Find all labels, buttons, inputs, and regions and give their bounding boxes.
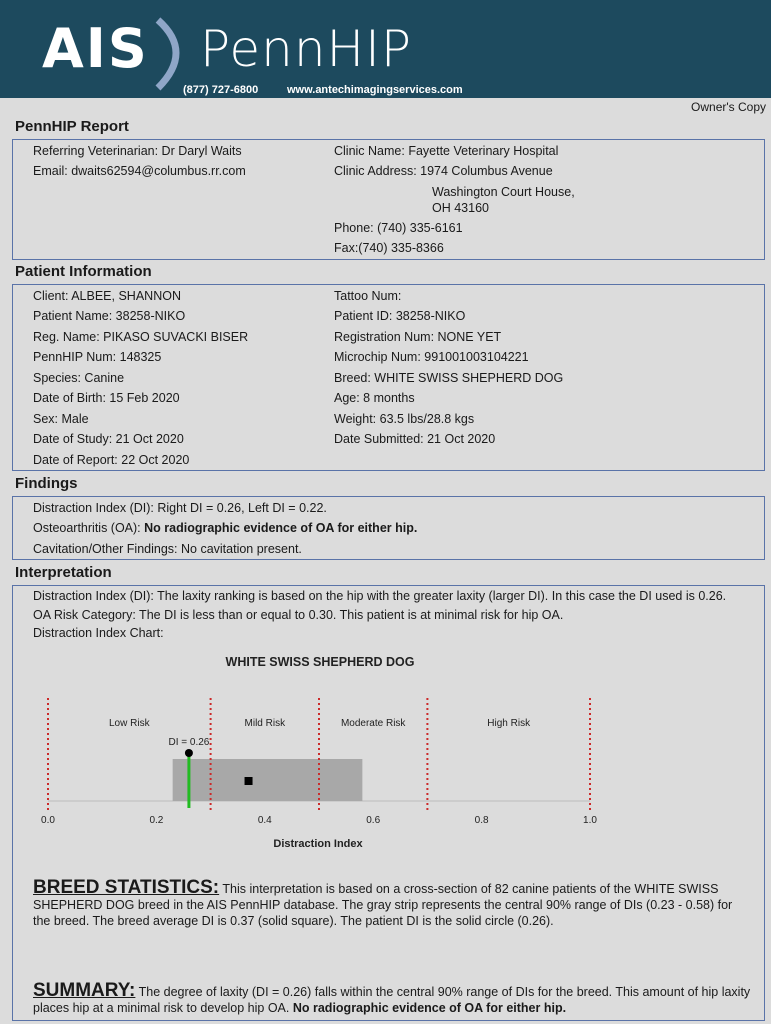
risk-zone-label-1: Mild Risk xyxy=(244,718,286,729)
date-of-report: Date of Report: 22 Oct 2020 xyxy=(33,453,190,467)
logo-arc-icon xyxy=(150,14,200,94)
patient-box xyxy=(12,284,765,471)
summary-bold-text: No radiographic evidence of OA for either hip. xyxy=(292,1001,567,1015)
clinic-state: OH 43160 xyxy=(432,201,489,215)
clinic-name: Clinic Name: Fayette Veterinary Hospital xyxy=(334,144,559,158)
registration-num: Registration Num: NONE YET xyxy=(334,330,502,344)
logo-ais: AIS xyxy=(42,17,149,80)
findings-oa xyxy=(33,521,417,535)
x-tick-label-3: 0.6 xyxy=(366,815,381,826)
risk-zone-label-0: Low Risk xyxy=(109,718,150,729)
client: Client: ALBEE, SHANNON xyxy=(33,289,181,303)
x-tick-label-2: 0.4 xyxy=(257,815,272,826)
pennhip-num: PennHIP Num: 148325 xyxy=(33,350,162,364)
risk-zone-label-2: Moderate Risk xyxy=(340,718,406,729)
species: Species: Canine xyxy=(33,371,125,385)
risk-zone-label-3: High Risk xyxy=(487,718,531,729)
x-tick-label-4: 0.8 xyxy=(474,815,489,826)
microchip-num: Microchip Num: 991001003104221 xyxy=(334,350,529,364)
interp-line1: Distraction Index (DI): The laxity ranking is based on the hip with the greater laxity (larger DI). In this case the DI used is 0.26. xyxy=(33,589,727,603)
summary-text: The degree of laxity (DI = 0.26) falls within the central 90% range of DIs for the breed. This amount of hip laxity places hip at a minimal risk to develop hip OA. xyxy=(33,985,751,1015)
interp-line2: OA Risk Category: The DI is less than or equal to 0.30. This patient is at minimal risk for hip OA. xyxy=(33,608,564,622)
summary-heading: SUMMARY: xyxy=(33,980,136,1001)
referring-vet: Referring Veterinarian: Dr Daryl Waits xyxy=(33,144,242,158)
findings-cavitation: Cavitation/Other Findings: No cavitation present. xyxy=(33,542,302,556)
clinic-address: Clinic Address: 1974 Columbus Avenue xyxy=(334,164,553,178)
tattoo-num: Tattoo Num: xyxy=(334,289,402,303)
clinic-phone: Phone: (740) 335-6161 xyxy=(334,221,463,235)
clinic-city: Washington Court House, xyxy=(432,185,575,199)
date-of-study: Date of Study: 21 Oct 2020 xyxy=(33,432,184,446)
patient-di-label: DI = 0.26 xyxy=(168,737,210,748)
sex: Sex: Male xyxy=(33,412,89,426)
x-tick-label-1: 0.2 xyxy=(149,815,164,826)
age: Age: 8 months xyxy=(334,391,415,405)
breed-statistics-heading: BREED STATISTICS: xyxy=(33,877,220,898)
findings-oa-label: Osteoarthritis (OA): xyxy=(33,521,145,535)
breed-range-strip xyxy=(173,759,363,801)
report-header xyxy=(0,0,771,98)
patient-id: Patient ID: 38258-NIKO xyxy=(334,309,466,323)
x-tick-label-5: 1.0 xyxy=(583,815,597,826)
email: Email: dwaits62594@columbus.rr.com xyxy=(33,164,246,178)
breed: Breed: WHITE SWISS SHEPHERD DOG xyxy=(334,371,564,385)
interpretation-title: Interpretation xyxy=(15,564,112,581)
weight: Weight: 63.5 lbs/28.8 kgs xyxy=(334,412,475,426)
breed-statistics-text: This interpretation is based on a cross-section of 82 canine patients of the WHITE SWISS SHEPHERD DOG breed in the AIS PennHIP database. The gray strip represents the central 90% range of DIs (0.23 - 0.58) for the breed. The breed average DI is 0.37 (solid square). The patient DI is the solid circle (0.26). xyxy=(33,882,733,928)
patient-title: Patient Information xyxy=(15,263,152,280)
findings-title: Findings xyxy=(15,475,78,492)
breed-statistics xyxy=(33,877,753,929)
report-title: PennHIP Report xyxy=(15,118,129,135)
x-tick-label-0: 0.0 xyxy=(41,815,55,826)
findings-di: Distraction Index (DI): Right DI = 0.26, Left DI = 0.22. xyxy=(33,501,327,515)
chart-x-label: Distraction Index xyxy=(273,838,363,850)
report-box xyxy=(12,139,765,260)
logo-pennhip: PennHIP xyxy=(200,20,413,78)
findings-box xyxy=(12,496,765,560)
reg-name: Reg. Name: PIKASO SUVACKI BISER xyxy=(33,330,249,344)
date-submitted: Date Submitted: 21 Oct 2020 xyxy=(334,432,496,446)
header-phone: (877) 727-6800 xyxy=(183,84,259,96)
summary xyxy=(33,980,753,1016)
patient-di-circle xyxy=(185,749,193,757)
findings-oa-value: No radiographic evidence of OA for either hip. xyxy=(144,521,418,535)
chart-title: WHITE SWISS SHEPHERD DOG xyxy=(225,655,415,669)
interp-line3: Distraction Index Chart: xyxy=(33,626,164,640)
date-of-birth: Date of Birth: 15 Feb 2020 xyxy=(33,391,180,405)
patient-name: Patient Name: 38258-NIKO xyxy=(33,309,186,323)
owners-copy-label: Owner's Copy xyxy=(691,100,766,114)
breed-average-square xyxy=(245,777,253,785)
clinic-fax: Fax:(740) 335-8366 xyxy=(334,241,444,255)
distraction-index-chart xyxy=(0,640,771,860)
header-website: www.antechimagingservices.com xyxy=(287,84,463,96)
